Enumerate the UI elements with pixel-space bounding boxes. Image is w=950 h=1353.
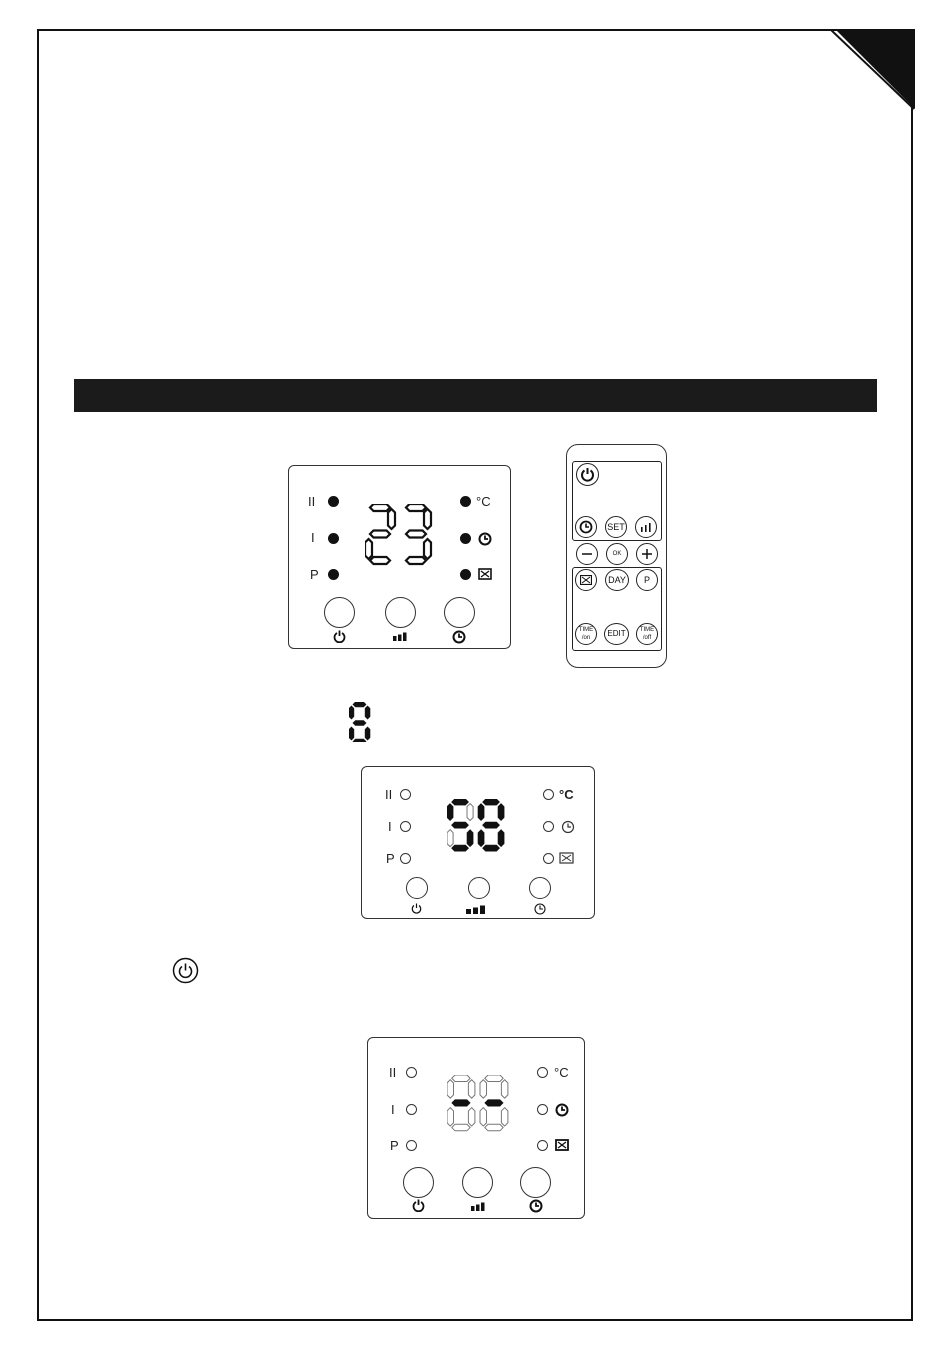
timer-button[interactable] xyxy=(529,877,551,899)
fan-level-icon xyxy=(393,632,407,641)
segment-g xyxy=(370,531,390,538)
segment-d xyxy=(485,1124,503,1131)
remote-day-button[interactable]: DAY xyxy=(605,569,629,591)
clock-icon xyxy=(579,520,593,534)
remote-time-off-button[interactable] xyxy=(636,623,658,645)
low-power-label: I xyxy=(311,530,315,545)
fan-level-button[interactable] xyxy=(385,597,416,628)
clock-icon xyxy=(478,532,492,546)
segment-f xyxy=(447,1080,454,1098)
segment-f xyxy=(480,1080,487,1098)
low-power-label: I xyxy=(391,1102,395,1117)
remote-fan-level-button[interactable] xyxy=(635,516,657,538)
segment-c xyxy=(388,539,395,559)
time-off-top: TIME xyxy=(639,627,655,633)
program-label: P xyxy=(386,851,395,866)
remote-plus-button[interactable] xyxy=(636,543,658,565)
corner-tab xyxy=(830,29,915,111)
segment-b xyxy=(501,1080,508,1098)
segment-g xyxy=(452,1100,470,1107)
segment-e xyxy=(447,1108,454,1126)
segment-d xyxy=(370,557,390,564)
segment-a xyxy=(483,799,500,805)
segment-e xyxy=(478,830,484,847)
segment-e xyxy=(447,830,453,847)
power-icon xyxy=(411,903,422,914)
remote-program-button[interactable]: P xyxy=(636,569,658,591)
segment-c xyxy=(468,1108,475,1126)
segment-e xyxy=(480,1108,487,1126)
segment-g xyxy=(483,822,500,828)
clock-icon xyxy=(555,1103,569,1117)
remote-control xyxy=(566,444,667,668)
segment-b xyxy=(388,509,395,529)
segment-g xyxy=(485,1100,503,1107)
segment-b xyxy=(467,804,473,821)
segment-d xyxy=(406,557,426,564)
segment-e xyxy=(365,539,372,559)
segment-c xyxy=(498,830,504,847)
power-symbol-icon xyxy=(172,957,199,984)
control-panel-standby xyxy=(367,1037,585,1219)
timer-icon xyxy=(534,903,546,915)
open-window-icon xyxy=(559,852,574,864)
low-power-indicator xyxy=(400,821,411,832)
remote-power-button[interactable] xyxy=(576,463,599,486)
celsius-label: °C xyxy=(559,787,574,802)
segment-b xyxy=(365,706,370,719)
minus-icon xyxy=(581,548,593,560)
timer-icon xyxy=(529,1199,543,1213)
timer-icon xyxy=(452,630,466,644)
segment-display xyxy=(447,1075,511,1138)
control-panel-lit xyxy=(288,465,511,649)
clock-icon xyxy=(561,820,575,834)
segment-a xyxy=(452,1075,470,1082)
program-indicator xyxy=(328,569,339,580)
segment-g xyxy=(406,531,426,538)
time-off-bottom: /off xyxy=(642,635,652,641)
fan-level-icon xyxy=(640,522,652,532)
segment-display xyxy=(447,799,507,856)
program-label: P xyxy=(390,1138,399,1153)
fan-level-icon xyxy=(471,1202,485,1211)
segment-b xyxy=(468,1080,475,1098)
segment-c xyxy=(365,727,370,740)
timer-indicator xyxy=(460,533,471,544)
low-power-indicator xyxy=(406,1104,417,1115)
celsius-indicator xyxy=(460,496,471,507)
section-header-bar xyxy=(74,379,877,412)
window-indicator xyxy=(543,853,554,864)
power-button[interactable] xyxy=(324,597,355,628)
timer-button[interactable] xyxy=(520,1167,551,1198)
segment-c xyxy=(501,1108,508,1126)
segment-d xyxy=(452,1124,470,1131)
remote-timer-button[interactable] xyxy=(575,516,597,538)
high-power-indicator xyxy=(400,789,411,800)
segment-c xyxy=(424,539,431,559)
segment-d xyxy=(353,739,366,742)
fan-level-button[interactable] xyxy=(468,877,490,899)
power-icon xyxy=(580,467,595,482)
high-power-indicator xyxy=(406,1067,417,1078)
remote-time-on-button[interactable] xyxy=(575,623,597,645)
fan-level-button[interactable] xyxy=(462,1167,493,1198)
open-window-icon xyxy=(580,575,592,585)
program-indicator xyxy=(406,1140,417,1151)
time-on-bottom: /on xyxy=(581,635,591,641)
segment-f xyxy=(365,509,372,529)
high-power-label: II xyxy=(389,1065,397,1080)
segment-f xyxy=(401,509,408,529)
timer-indicator xyxy=(537,1104,548,1115)
power-icon xyxy=(412,1199,425,1212)
segment-a xyxy=(370,504,390,511)
celsius-label: °C xyxy=(554,1065,569,1080)
high-power-label: II xyxy=(385,787,393,802)
segment-e xyxy=(349,727,354,740)
window-indicator xyxy=(460,569,471,580)
segment-c xyxy=(467,830,473,847)
segment-d xyxy=(483,845,500,851)
high-power-indicator xyxy=(328,496,339,507)
remote-set-button[interactable]: SET xyxy=(605,516,627,538)
remote-window-button[interactable] xyxy=(575,569,597,591)
celsius-indicator xyxy=(543,789,554,800)
segment-f xyxy=(349,706,354,719)
window-indicator xyxy=(537,1140,548,1151)
segment-f xyxy=(478,804,484,821)
segment-b xyxy=(498,804,504,821)
segment-a xyxy=(485,1075,503,1082)
power-button[interactable] xyxy=(406,877,428,899)
control-panel-off xyxy=(361,766,595,919)
segment-g xyxy=(353,721,366,726)
program-indicator xyxy=(400,853,411,864)
low-power-indicator xyxy=(328,533,339,544)
remote-ok-button[interactable]: OK xyxy=(606,543,628,565)
remote-edit-button[interactable]: EDIT xyxy=(604,623,629,645)
power-icon xyxy=(333,630,346,643)
segment-d xyxy=(452,845,469,851)
segment-e xyxy=(401,539,408,559)
segment-a xyxy=(353,702,366,707)
open-window-icon xyxy=(478,568,492,580)
time-on-top: TIME xyxy=(578,627,594,633)
timer-indicator xyxy=(543,821,554,832)
remote-minus-button[interactable] xyxy=(576,543,598,565)
low-power-label: I xyxy=(388,819,392,834)
segment-g xyxy=(452,822,469,828)
celsius-indicator xyxy=(537,1067,548,1078)
segment-display xyxy=(365,504,435,569)
segment-a xyxy=(406,504,426,511)
high-power-label: II xyxy=(308,494,316,509)
open-window-icon xyxy=(555,1139,569,1151)
example-segment-digit xyxy=(349,702,371,742)
celsius-label: °C xyxy=(476,494,491,509)
plus-icon xyxy=(641,548,653,560)
program-label: P xyxy=(310,567,319,582)
segment-a xyxy=(452,799,469,805)
power-button[interactable] xyxy=(403,1167,434,1198)
segment-b xyxy=(424,509,431,529)
timer-button[interactable] xyxy=(444,597,475,628)
fan-level-icon xyxy=(466,905,488,914)
segment-f xyxy=(447,804,453,821)
